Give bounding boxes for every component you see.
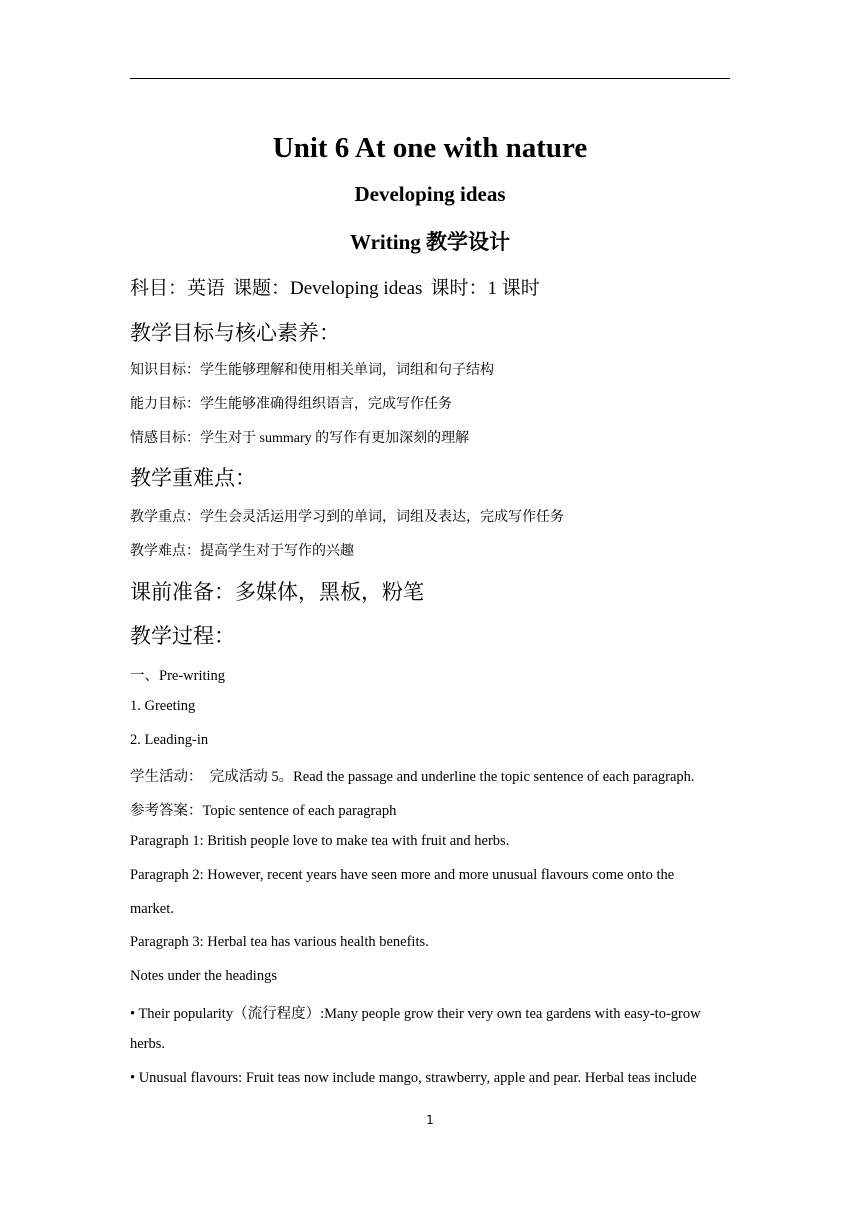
document-subtitle-writing: Writing 教学设计 — [349, 230, 511, 254]
goal-knowledge: 知识目标：学生能够理解和使用相关单词，词组和句子结构 — [130, 363, 494, 378]
process-line: 1. Greeting — [130, 698, 196, 714]
process-line: • Their popularity（流行程度）:Many people grow their very own tea gardens with easy-to-grow — [130, 1006, 701, 1022]
process-line: • Unusual flavours: Fruit teas now include mango, strawberry, apple and pear. Herbal teas include — [130, 1070, 697, 1086]
meta-subject: 科目：英语 — [130, 278, 226, 299]
process-line: 学生活动： 完成活动 5。Read the passage and underline the topic sentence of each paragraph. — [130, 769, 695, 785]
meta-hours: 课时：1 课时 — [430, 278, 540, 299]
process-line: 2. Leading-in — [130, 732, 209, 748]
document-title: Unit 6 At one with nature — [272, 132, 588, 164]
process-line: Paragraph 3: Herbal tea has various health benefits. — [130, 934, 429, 950]
header-rule — [130, 78, 730, 79]
process-line: market. — [130, 901, 174, 917]
page-number: 1 — [426, 1113, 434, 1127]
process-line: Paragraph 1: British people love to make tea with fruit and herbs. — [130, 833, 510, 849]
key-points-heading: 教学重难点： — [130, 466, 256, 490]
process-line: Notes under the headings — [130, 968, 277, 984]
key-point-focus: 教学重点：学生会灵活运用学习到的单词，词组及表达，完成写作任务 — [130, 510, 564, 525]
meta-topic: 课题：Developing ideas — [233, 278, 423, 299]
goals-heading: 教学目标与核心素养： — [130, 321, 340, 345]
process-line: Paragraph 2: However, recent years have seen more and more unusual flavours come onto the — [130, 867, 675, 883]
goal-emotion: 情感目标：学生对于 summary 的写作有更加深刻的理解 — [130, 431, 470, 446]
class-preparation: 课前准备：多媒体，黑板，粉笔 — [130, 580, 424, 604]
goal-ability: 能力目标：学生能够准确得组织语言，完成写作任务 — [130, 397, 452, 412]
process-line: herbs. — [130, 1036, 166, 1052]
course-meta — [130, 273, 540, 300]
process-line: 参考答案：Topic sentence of each paragraph — [130, 803, 397, 819]
process-heading: 教学过程： — [130, 624, 235, 648]
document-subtitle: Developing ideas — [354, 182, 506, 206]
key-point-difficulty: 教学难点：提高学生对于写作的兴趣 — [130, 544, 354, 559]
process-line: 一、Pre-writing — [130, 668, 226, 684]
